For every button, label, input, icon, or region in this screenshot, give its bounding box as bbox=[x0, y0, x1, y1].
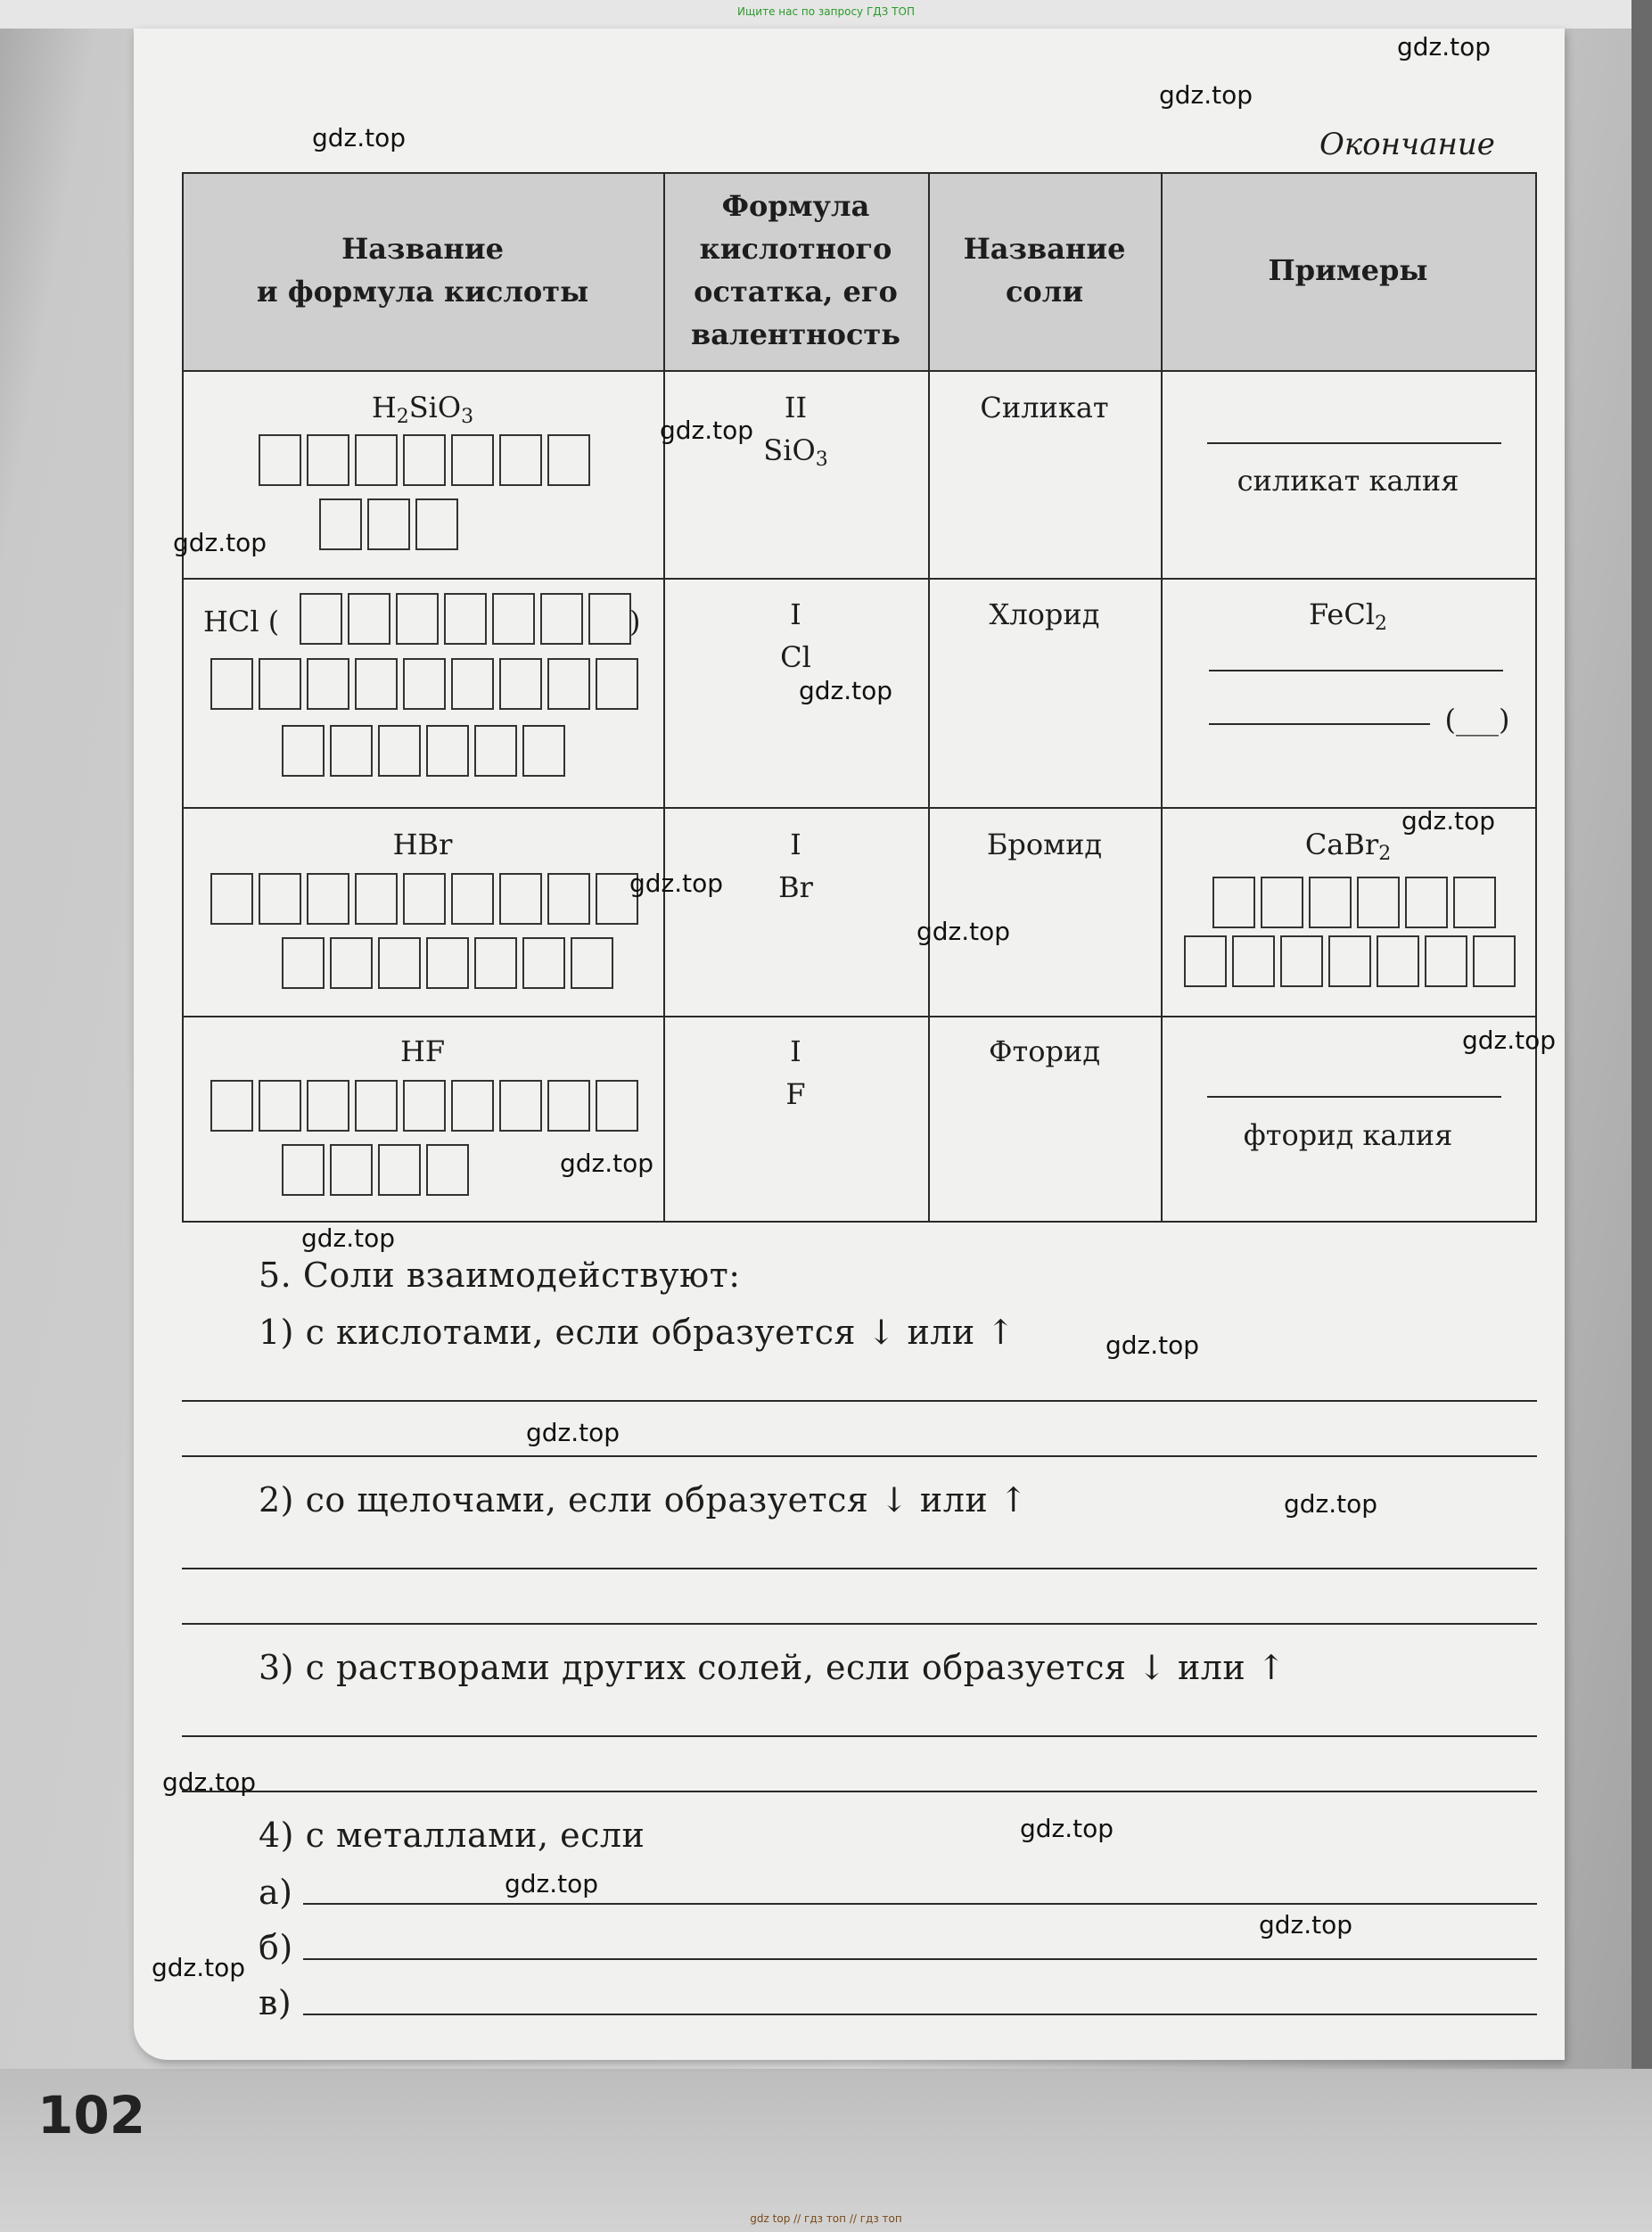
letter-box[interactable] bbox=[540, 593, 583, 645]
row1-acid-formula bbox=[182, 386, 663, 439]
letter-box[interactable] bbox=[403, 1080, 446, 1132]
row1-salt-name: Силикат bbox=[980, 391, 1109, 424]
answer-line[interactable] bbox=[303, 2014, 1537, 2015]
header-salt-line2: соли bbox=[1005, 275, 1084, 309]
row3-valence: I bbox=[790, 828, 801, 861]
letter-box[interactable] bbox=[282, 1144, 325, 1196]
letter-box[interactable] bbox=[378, 725, 421, 777]
answer-line[interactable] bbox=[182, 1735, 1537, 1737]
letter-box[interactable] bbox=[451, 434, 494, 486]
watermark: gdz.top bbox=[162, 1767, 257, 1797]
row3-acid-name-boxes-line2 bbox=[282, 937, 619, 989]
section-label: Окончание bbox=[1319, 127, 1495, 162]
row2-acid-name-boxes-line1 bbox=[300, 593, 637, 645]
formula-part: SiO bbox=[763, 433, 816, 467]
letter-box[interactable] bbox=[330, 725, 373, 777]
letter-box[interactable] bbox=[1453, 877, 1496, 928]
letter-box[interactable] bbox=[307, 873, 349, 925]
watermark: gdz.top bbox=[1284, 1489, 1378, 1519]
letter-box[interactable] bbox=[1405, 877, 1448, 928]
row4-example: фторид калия bbox=[1243, 1118, 1453, 1152]
header-residue-line2: кислотного bbox=[699, 232, 892, 266]
letter-box[interactable] bbox=[451, 873, 494, 925]
letter-box[interactable] bbox=[451, 658, 494, 710]
letter-box[interactable] bbox=[1309, 877, 1352, 928]
page-number: 102 bbox=[37, 2085, 146, 2146]
row2-acid-name-boxes-line3 bbox=[282, 725, 571, 777]
header-acid bbox=[182, 227, 663, 313]
answer-line[interactable] bbox=[182, 1455, 1537, 1457]
letter-box[interactable] bbox=[1328, 935, 1371, 987]
table-border bbox=[182, 578, 1537, 580]
row2-salt-name: Хлорид bbox=[989, 597, 1100, 631]
answer-line[interactable] bbox=[1209, 670, 1503, 671]
watermark: gdz.top bbox=[1105, 1330, 1200, 1360]
letter-box[interactable] bbox=[300, 593, 342, 645]
row4-acid-formula: HF bbox=[399, 1034, 446, 1068]
table-border bbox=[182, 370, 1537, 372]
row1-acid-name-boxes-line1 bbox=[259, 434, 596, 486]
watermark: gdz.top bbox=[312, 123, 407, 152]
letter-box[interactable] bbox=[319, 498, 362, 550]
row3-example-boxes-line1 bbox=[1212, 877, 1501, 928]
formula-subscript: 2 bbox=[1378, 843, 1392, 865]
letter-box[interactable] bbox=[403, 873, 446, 925]
row2-example-formula bbox=[1161, 593, 1535, 646]
watermark: gdz.top bbox=[505, 1869, 599, 1898]
table-border bbox=[182, 172, 1537, 174]
letter-box[interactable] bbox=[1357, 877, 1400, 928]
letter-box[interactable] bbox=[444, 593, 487, 645]
letter-box[interactable] bbox=[378, 937, 421, 989]
letter-box[interactable] bbox=[259, 658, 301, 710]
letter-box[interactable] bbox=[492, 593, 535, 645]
watermark: gdz.top bbox=[1462, 1025, 1557, 1055]
letter-box[interactable] bbox=[547, 658, 590, 710]
letter-box[interactable] bbox=[330, 1144, 373, 1196]
watermark: gdz.top bbox=[152, 1953, 246, 1982]
row3-example-boxes-line2 bbox=[1184, 935, 1521, 987]
header-residue-line3: остатка, его bbox=[694, 275, 898, 309]
letter-box[interactable] bbox=[1473, 935, 1516, 987]
letter-box[interactable] bbox=[1232, 935, 1275, 987]
row4-valence: I bbox=[790, 1034, 801, 1068]
table-border bbox=[1161, 172, 1163, 1223]
watermark: gdz.top bbox=[799, 676, 893, 705]
formula-subscript: 3 bbox=[461, 406, 474, 428]
formula-part: ) bbox=[629, 605, 641, 638]
letter-box[interactable] bbox=[522, 937, 565, 989]
formula-subscript: 2 bbox=[396, 406, 409, 428]
letter-box[interactable] bbox=[499, 1080, 542, 1132]
letter-box[interactable] bbox=[451, 1080, 494, 1132]
formula-subscript: 2 bbox=[1375, 613, 1388, 635]
table-border bbox=[182, 807, 1537, 809]
letter-box[interactable] bbox=[1261, 877, 1303, 928]
letter-box[interactable] bbox=[259, 434, 301, 486]
letter-box[interactable] bbox=[1280, 935, 1323, 987]
table-border bbox=[182, 1221, 1537, 1223]
letter-box[interactable] bbox=[1184, 935, 1227, 987]
letter-box[interactable] bbox=[355, 873, 398, 925]
watermark: gdz.top bbox=[1397, 32, 1492, 62]
letter-box[interactable] bbox=[522, 725, 565, 777]
row3-acid-name-boxes-line1 bbox=[210, 873, 644, 925]
header-residue bbox=[663, 185, 928, 356]
answer-line[interactable] bbox=[182, 1568, 1537, 1569]
letter-box[interactable] bbox=[1212, 877, 1255, 928]
letter-box[interactable] bbox=[1377, 935, 1419, 987]
row3-salt-name: Бромид bbox=[986, 828, 1103, 861]
answer-line[interactable] bbox=[1209, 723, 1430, 725]
row1-acid-name-boxes-line2 bbox=[319, 498, 464, 550]
watermark: gdz.top bbox=[173, 528, 267, 557]
letter-box[interactable] bbox=[547, 873, 590, 925]
letter-box[interactable] bbox=[355, 658, 398, 710]
letter-box[interactable] bbox=[259, 873, 301, 925]
header-salt-line1: Название bbox=[963, 232, 1126, 266]
row4-residue bbox=[663, 1030, 928, 1116]
letter-box[interactable] bbox=[547, 434, 590, 486]
letter-box[interactable] bbox=[355, 434, 398, 486]
header-residue-line4: валентность bbox=[691, 317, 900, 351]
formula-part: HCl ( bbox=[203, 605, 280, 638]
watermark: gdz.top bbox=[629, 869, 724, 898]
row2-example-paren: (___) bbox=[1444, 703, 1510, 737]
answer-line[interactable] bbox=[182, 1791, 1537, 1792]
letter-box[interactable] bbox=[474, 725, 517, 777]
row4-acid-name-boxes-line2 bbox=[282, 1144, 474, 1196]
sub-item-v: в) bbox=[259, 1983, 292, 2022]
formula-part: H bbox=[371, 391, 397, 424]
letter-box[interactable] bbox=[426, 725, 469, 777]
formula-subscript: 3 bbox=[815, 449, 828, 471]
letter-box[interactable] bbox=[588, 593, 631, 645]
footer-note[interactable]: gdz top // гдз топ // гдз топ bbox=[750, 2212, 902, 2225]
letter-box[interactable] bbox=[330, 937, 373, 989]
answer-line[interactable] bbox=[182, 1623, 1537, 1625]
letter-box[interactable] bbox=[210, 1080, 253, 1132]
table-border bbox=[182, 1016, 1537, 1017]
header-residue-line1: Формула bbox=[721, 189, 870, 223]
row2-residue-formula: Cl bbox=[780, 640, 811, 674]
letter-box[interactable] bbox=[348, 593, 390, 645]
letter-box[interactable] bbox=[499, 873, 542, 925]
watermark: gdz.top bbox=[526, 1418, 621, 1447]
sub-item-a: а) bbox=[259, 1873, 293, 1912]
watermark: gdz.top bbox=[560, 1149, 654, 1178]
letter-box[interactable] bbox=[474, 937, 517, 989]
watermark: gdz.top bbox=[1020, 1814, 1114, 1843]
row1-example: силикат калия bbox=[1237, 464, 1459, 498]
letter-box[interactable] bbox=[571, 937, 613, 989]
row2-valence: I bbox=[790, 597, 801, 631]
task-item-4: 4) с металлами, если bbox=[259, 1816, 645, 1855]
watermark: gdz.top bbox=[301, 1223, 396, 1253]
letter-box[interactable] bbox=[1425, 935, 1467, 987]
row4-salt-name: Фторид bbox=[988, 1034, 1101, 1068]
letter-box[interactable] bbox=[596, 658, 638, 710]
header-salt bbox=[928, 227, 1161, 313]
letter-box[interactable] bbox=[403, 434, 446, 486]
answer-line[interactable] bbox=[303, 1903, 1537, 1905]
task-item-2: 2) со щелочами, если образуется ↓ или ↑ bbox=[259, 1480, 1029, 1520]
letter-box[interactable] bbox=[367, 498, 410, 550]
letter-box[interactable] bbox=[596, 1080, 638, 1132]
task-item-1: 1) с кислотами, если образуется ↓ или ↑ bbox=[259, 1313, 1015, 1352]
task-title: 5. Соли взаимодействуют: bbox=[259, 1256, 741, 1295]
formula-part: CaBr bbox=[1304, 828, 1379, 861]
letter-box[interactable] bbox=[210, 873, 253, 925]
header-acid-line1: Название bbox=[341, 232, 504, 266]
header-examples: Примеры bbox=[1268, 253, 1428, 287]
row2-residue bbox=[663, 593, 928, 679]
formula-part: SiO bbox=[408, 391, 462, 424]
letter-box[interactable] bbox=[499, 658, 542, 710]
letter-box[interactable] bbox=[355, 1080, 398, 1132]
task-item-3: 3) с растворами других солей, если образуется ↓ или ↑ bbox=[259, 1648, 1286, 1687]
letter-box[interactable] bbox=[403, 658, 446, 710]
letter-box[interactable] bbox=[307, 434, 349, 486]
row3-acid-formula: HBr bbox=[392, 828, 453, 861]
letter-box[interactable] bbox=[307, 1080, 349, 1132]
watermark: gdz.top bbox=[1401, 806, 1496, 836]
letter-box[interactable] bbox=[396, 593, 439, 645]
letter-box[interactable] bbox=[307, 658, 349, 710]
letter-box[interactable] bbox=[378, 1144, 421, 1196]
watermark: gdz.top bbox=[1159, 80, 1253, 110]
letter-box[interactable] bbox=[426, 1144, 469, 1196]
watermark: gdz.top bbox=[660, 416, 754, 445]
letter-box[interactable] bbox=[415, 498, 458, 550]
letter-box[interactable] bbox=[547, 1080, 590, 1132]
watermark: gdz.top bbox=[1259, 1910, 1353, 1940]
letter-box[interactable] bbox=[426, 937, 469, 989]
table-border bbox=[1535, 172, 1537, 1223]
header-note[interactable]: Ищите нас по запросу ГДЗ ТОП bbox=[737, 5, 915, 18]
answer-line[interactable] bbox=[182, 1400, 1537, 1402]
letter-box[interactable] bbox=[282, 937, 325, 989]
row3-residue-formula: Br bbox=[778, 870, 813, 904]
letter-box[interactable] bbox=[499, 434, 542, 486]
answer-line[interactable] bbox=[1207, 1096, 1501, 1098]
row4-residue-formula: F bbox=[785, 1077, 806, 1111]
row1-valence: II bbox=[784, 391, 808, 424]
bottom-band bbox=[0, 2069, 1652, 2232]
formula-part: FeCl bbox=[1308, 597, 1376, 631]
right-edge bbox=[1631, 0, 1652, 2232]
sub-item-b: б) bbox=[259, 1928, 293, 1967]
answer-line[interactable] bbox=[1207, 442, 1501, 444]
watermark: gdz.top bbox=[916, 917, 1011, 946]
row2-acid-name-boxes-line2 bbox=[210, 658, 644, 710]
letter-box[interactable] bbox=[282, 725, 325, 777]
letter-box[interactable] bbox=[210, 658, 253, 710]
letter-box[interactable] bbox=[259, 1080, 301, 1132]
row4-acid-name-boxes-line1 bbox=[210, 1080, 644, 1132]
answer-line[interactable] bbox=[303, 1958, 1537, 1960]
header-acid-line2: и формула кислоты bbox=[256, 275, 589, 309]
